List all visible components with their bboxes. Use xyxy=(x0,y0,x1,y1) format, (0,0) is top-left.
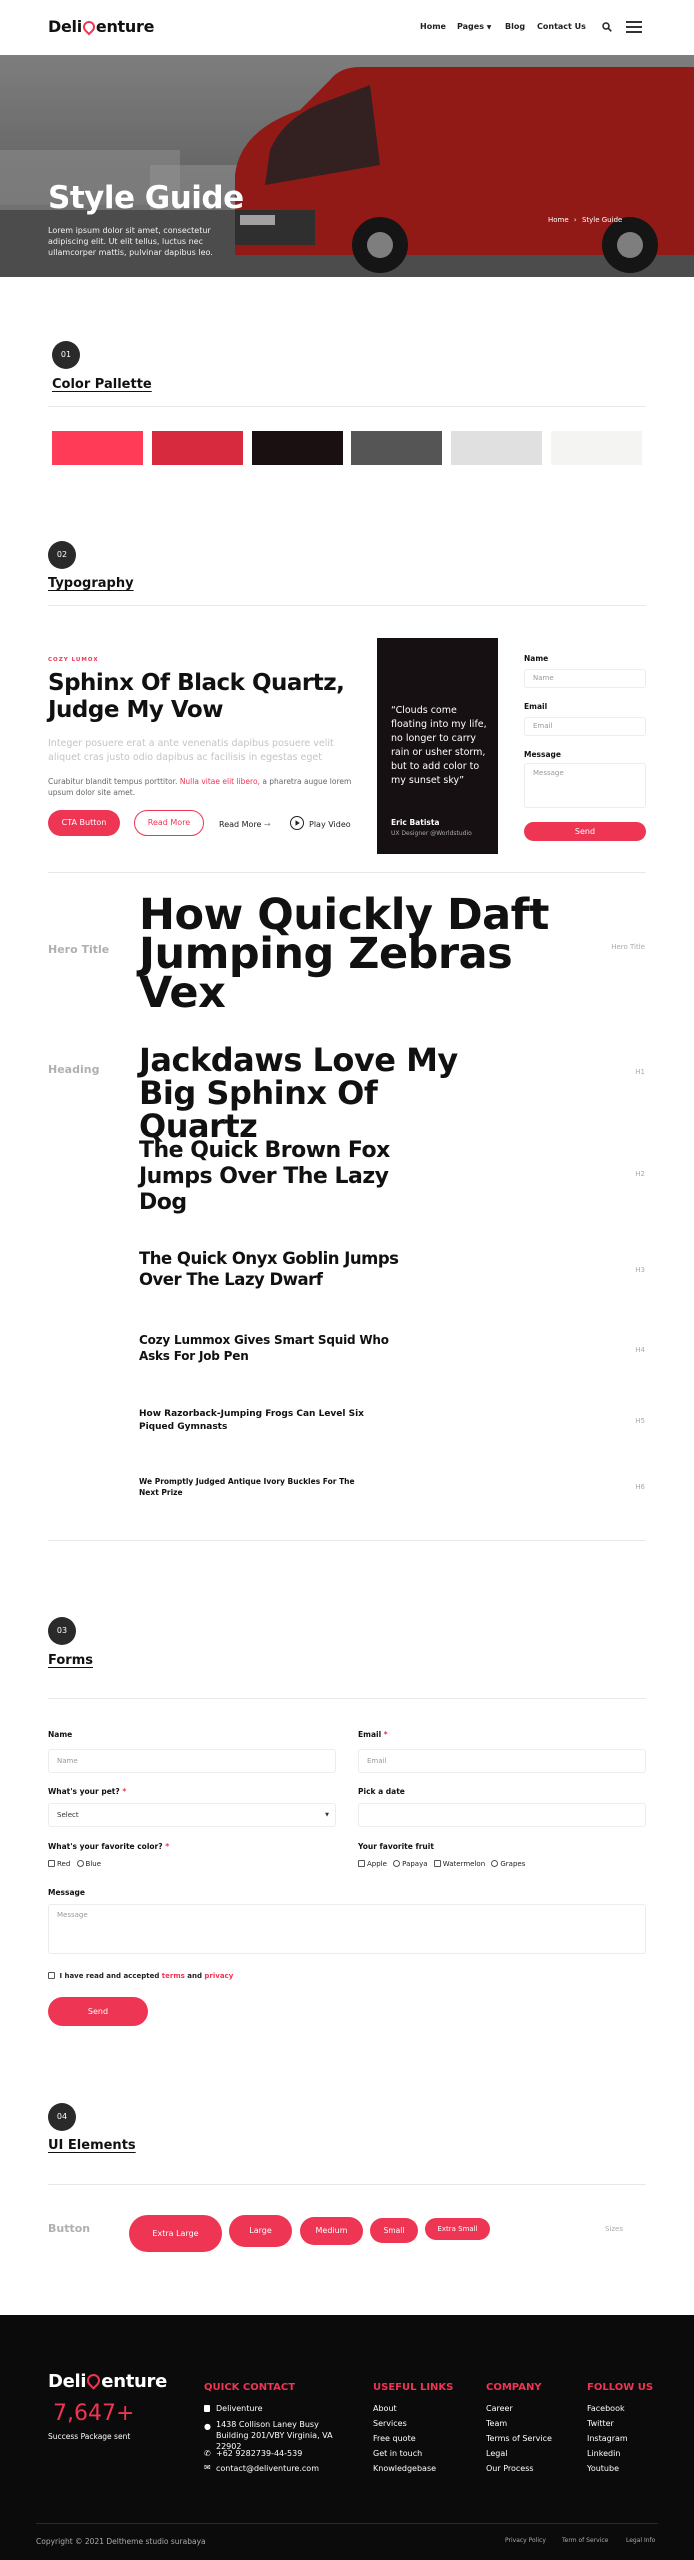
form-color-options xyxy=(48,1860,101,1868)
form-send-button[interactable]: Send xyxy=(48,1997,148,2026)
sample-h4: Cozy Lummox Gives Smart Squid Who Asks For Job Pen xyxy=(139,1333,389,1363)
footer-bottom-legal[interactable]: Legal Info xyxy=(626,2537,656,2544)
hero-description: Lorem ipsum dolor sit amet, consectetur adipiscing elit. Ut elit tellus, luctus nec ullamcorper mattis, pulvinar dapibus leo. xyxy=(48,226,213,257)
mini-form-email-label: Email xyxy=(524,702,548,711)
footer-link-facebook[interactable]: Facebook xyxy=(587,2404,625,2413)
email-icon: ✉ xyxy=(204,2463,211,2472)
footer-address: 1438 Collison Laney Busy Building 201/VBY Virginia, VA 22902 xyxy=(216,2420,333,2451)
sizes-tag: Sizes xyxy=(604,2225,623,2233)
swatch-6 xyxy=(551,431,642,465)
map-pin-icon: ● xyxy=(204,2422,211,2431)
button-label: Button xyxy=(48,2222,91,2235)
read-more-outline-button[interactable]: Read More xyxy=(134,810,204,836)
sample-h6: We Promptly Judged Antique Ivory Buckles For The Next Prize xyxy=(139,1477,355,1497)
footer-company-name: Deliventure xyxy=(216,2404,263,2413)
footer-link-team[interactable]: Team xyxy=(486,2419,508,2428)
section-title-forms: Forms xyxy=(48,1653,93,1668)
chevron-down-icon: ▼ xyxy=(486,24,492,31)
section-number-02: 02 xyxy=(48,541,76,569)
typography-heading: Sphinx Of Black Quartz, Judge My Vow xyxy=(48,670,345,723)
swatch-1 xyxy=(52,431,143,465)
arrow-right-icon: → xyxy=(264,820,271,829)
divider xyxy=(48,406,646,407)
page-hero xyxy=(0,55,694,277)
sample-h3: The Quick Onyx Goblin Jumps Over The Lazy Dwarf xyxy=(139,1249,399,1289)
privacy-link[interactable]: privacy xyxy=(204,1972,234,1980)
form-email-label: Email * xyxy=(358,1730,388,1739)
mini-form-name-label: Name xyxy=(524,654,549,663)
site-footer xyxy=(0,2315,694,2560)
h1-tag: H1 xyxy=(635,1068,645,1076)
form-message-label: Message xyxy=(48,1888,85,1897)
nav-contact-us[interactable]: Contact Us xyxy=(537,22,586,31)
quote-card xyxy=(377,638,498,854)
site-logo[interactable] xyxy=(48,17,154,36)
terms-agreement[interactable]: I have read and accepted terms and privacy xyxy=(48,1972,233,1980)
nav-pages-label: Pages xyxy=(457,22,484,31)
hamburger-menu-icon[interactable] xyxy=(626,21,642,36)
form-name-input[interactable]: Name xyxy=(48,1749,336,1773)
mini-form-send-button[interactable]: Send xyxy=(524,822,646,841)
breadcrumb-current: Style Guide xyxy=(581,216,623,224)
checkbox-blue[interactable]: Blue xyxy=(77,1860,102,1868)
breadcrumb xyxy=(548,216,622,224)
inline-link[interactable]: Nulla vitae elit libero, xyxy=(179,777,260,786)
stat-value: 7,647+ xyxy=(53,2401,135,2426)
eyebrow-text: COZY LUMOX xyxy=(48,657,99,663)
footer-link-about[interactable]: About xyxy=(373,2404,397,2413)
play-video-link[interactable]: Play Video xyxy=(309,820,351,829)
nav-home[interactable]: Home xyxy=(420,22,446,31)
divider xyxy=(48,872,646,873)
stat-label: Success Package sent xyxy=(48,2432,131,2441)
logo-text-right: enture xyxy=(95,17,155,36)
sample-h2: The Quick Brown Fox Jumps Over The Lazy Dog xyxy=(139,1138,390,1215)
quick-contact-heading: QUICK CONTACT xyxy=(204,2382,296,2393)
hero-title: Style Guide xyxy=(48,180,244,216)
mini-form-email-input[interactable]: Email xyxy=(524,717,646,736)
section-number-04: 04 xyxy=(48,2103,76,2131)
footer-link-knowledgebase[interactable]: Knowledgebase xyxy=(373,2464,437,2473)
section-title-typography: Typography xyxy=(48,576,134,591)
hero-title-tag: Hero Title xyxy=(611,943,645,951)
footer-bottom-privacy[interactable]: Privacy Policy xyxy=(505,2537,546,2544)
hero-title-label: Hero Title xyxy=(48,943,110,956)
section-number-03: 03 xyxy=(48,1617,76,1645)
quote-role: UX Designer @Worldstudio xyxy=(391,830,472,837)
swatch-5 xyxy=(451,431,542,465)
footer-link-get-in-touch[interactable]: Get in touch xyxy=(373,2449,423,2458)
logo-text-left: Deli xyxy=(48,17,82,36)
footer-link-terms[interactable]: Terms of Service xyxy=(486,2434,552,2443)
swatch-4 xyxy=(351,431,442,465)
form-date-input[interactable] xyxy=(358,1803,646,1827)
checkbox-apple[interactable]: Apple xyxy=(358,1860,387,1868)
footer-link-services[interactable]: Services xyxy=(373,2419,407,2428)
nav-blog[interactable]: Blog xyxy=(505,22,526,31)
breadcrumb-separator: › xyxy=(573,216,577,224)
sample-hero-title: How Quickly Daft Jumping Zebras Vex xyxy=(139,890,549,1018)
form-date-label: Pick a date xyxy=(358,1787,405,1796)
section-title-ui-elements: UI Elements xyxy=(48,2138,136,2153)
useful-links-heading: USEFUL LINKS xyxy=(373,2382,454,2393)
footer-link-linkedin[interactable]: Linkedin xyxy=(587,2449,621,2458)
search-icon[interactable] xyxy=(602,22,612,32)
swatch-2 xyxy=(152,431,243,465)
form-pet-select[interactable]: Select ▼ xyxy=(48,1803,336,1827)
button-extra-small[interactable]: Extra Small xyxy=(425,2218,490,2240)
site-header xyxy=(0,0,694,55)
nav-pages[interactable] xyxy=(457,22,491,31)
sample-h1: Jackdaws Love My Big Sphinx Of Quartz xyxy=(139,1041,458,1145)
body-paragraph: Curabitur blandit tempus porttitor. Nulla vitae elit libero, a pharetra augue lorem upsum dolor site amet. xyxy=(48,777,352,797)
heading-label: Heading xyxy=(48,1063,100,1076)
divider xyxy=(48,1540,646,1541)
h5-tag: H5 xyxy=(635,1417,645,1425)
mini-form-message-input[interactable]: Message xyxy=(524,763,646,808)
divider xyxy=(48,1698,646,1699)
footer-link-twitter[interactable]: Twitter xyxy=(587,2419,614,2428)
button-extra-large[interactable]: Extra Large xyxy=(129,2215,222,2252)
footer-link-free-quote[interactable]: Free quote xyxy=(373,2434,416,2443)
sample-h5: How Razorback-Jumping Frogs Can Level Six Piqued Gymnasts xyxy=(139,1409,364,1432)
form-message-input[interactable]: Message xyxy=(48,1904,646,1954)
form-pet-label: What's your pet? * xyxy=(48,1787,127,1796)
quote-text: “Clouds come floating into my life, no longer to carry rain or usher storm, but to add color to my sunset sky” xyxy=(391,705,487,786)
footer-divider xyxy=(36,2523,658,2524)
section-number-01: 01 xyxy=(52,341,80,369)
caret-down-icon: ▼ xyxy=(325,1812,329,1818)
h3-tag: H3 xyxy=(635,1266,645,1274)
phone-icon: ✆ xyxy=(204,2449,211,2458)
terms-link[interactable]: terms xyxy=(161,1972,185,1980)
section-title-color-pallette: Color Pallette xyxy=(52,377,152,392)
read-more-link[interactable]: Read More → xyxy=(219,820,271,829)
form-fruit-label: Your favorite fruit xyxy=(358,1842,434,1851)
button-medium[interactable]: Medium xyxy=(300,2217,363,2245)
checkbox-red[interactable]: Red xyxy=(48,1860,70,1868)
terms-checkbox[interactable] xyxy=(48,1972,55,1979)
breadcrumb-home[interactable]: Home xyxy=(548,216,569,224)
footer-bottom-terms[interactable]: Term of Service xyxy=(562,2537,609,2544)
footer-link-legal[interactable]: Legal xyxy=(486,2449,508,2458)
copyright: Copyright © 2021 Deltheme studio surabaya xyxy=(36,2537,206,2546)
footer-link-youtube[interactable]: Youtube xyxy=(587,2464,619,2473)
form-color-label: What's your favorite color? * xyxy=(48,1842,170,1851)
h6-tag: H6 xyxy=(635,1483,645,1491)
follow-us-heading: FOLLOW US xyxy=(587,2382,654,2393)
h4-tag: H4 xyxy=(635,1346,645,1354)
swatch-3 xyxy=(252,431,343,465)
building-icon xyxy=(204,2405,210,2412)
form-email-input[interactable]: Email xyxy=(358,1749,646,1773)
button-large[interactable]: Large xyxy=(229,2215,292,2247)
form-fruit-options xyxy=(358,1860,525,1868)
footer-link-our-process[interactable]: Our Process xyxy=(486,2464,534,2473)
divider xyxy=(48,605,646,606)
divider xyxy=(48,2184,646,2185)
form-name-label: Name xyxy=(48,1730,73,1739)
footer-phone[interactable]: +62 9282739-44-539 xyxy=(216,2449,303,2458)
footer-logo[interactable]: Deli enture xyxy=(48,2371,168,2392)
footer-link-instagram[interactable]: Instagram xyxy=(587,2434,628,2443)
footer-email[interactable]: contact@deliventure.com xyxy=(216,2464,319,2473)
footer-link-career[interactable]: Career xyxy=(486,2404,513,2413)
cta-button[interactable]: CTA Button xyxy=(48,810,120,836)
h2-tag: H2 xyxy=(635,1170,645,1178)
quote-author: Eric Batista xyxy=(391,818,440,827)
radio-grapes[interactable]: Grapes xyxy=(491,1860,525,1868)
radio-papaya[interactable]: Papaya xyxy=(393,1860,427,1868)
location-pin-icon xyxy=(80,19,97,36)
mini-form-message-label: Message xyxy=(524,750,561,759)
play-icon[interactable] xyxy=(290,816,304,830)
mini-form-name-input[interactable]: Name xyxy=(524,669,646,688)
lead-paragraph: Integer posuere erat a ante venenatis dapibus posuere velit aliquet cras justo odio dapibus ac facilisis in egestas eget xyxy=(48,738,334,763)
button-small[interactable]: Small xyxy=(370,2218,418,2243)
checkbox-watermelon[interactable]: Watermelon xyxy=(434,1860,485,1868)
company-heading: COMPANY xyxy=(486,2382,542,2393)
